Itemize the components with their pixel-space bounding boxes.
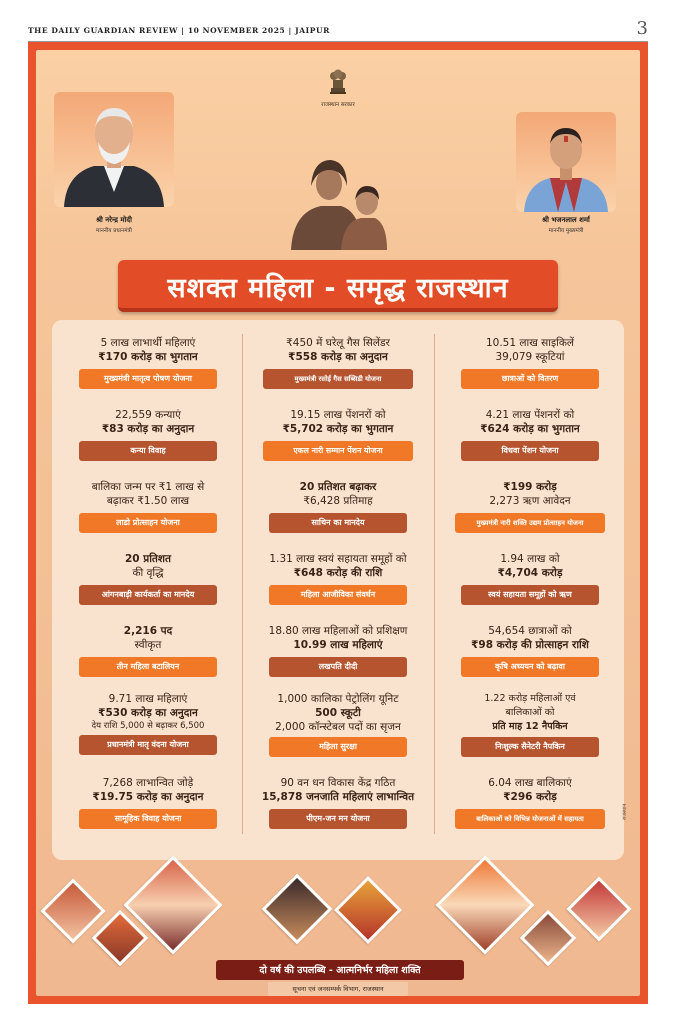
- achievement-line: 4.21 लाख पेंशनरों को: [485, 409, 575, 421]
- poster-title: सशक्त महिला - समृद्ध राजस्थान: [167, 273, 509, 304]
- scheme-tag: स्वयं सहायता समूहों को ऋण: [461, 585, 599, 605]
- title-banner: [118, 260, 558, 312]
- left-leader-title: माननीय प्रधानमंत्री: [96, 228, 132, 234]
- woman-and-girl-photo: [283, 150, 393, 250]
- achievement-item: [440, 692, 620, 757]
- achievement-line: 20 प्रतिशत: [124, 553, 172, 565]
- scheme-tag: मुख्यमंत्री नारी शक्ति उद्यम प्रोत्साहन योजना: [455, 513, 605, 533]
- advertisement-poster: [28, 42, 648, 1004]
- scheme-tag: कन्या विवाह: [79, 441, 217, 461]
- achievement-item: [58, 336, 238, 389]
- achievement-line: 1.31 लाख स्वयं सहायता समूहों को: [269, 553, 407, 565]
- achievement-item: [248, 408, 428, 461]
- achievement-line: 39,079 स्कूटियां: [495, 351, 565, 363]
- scheme-tag: महिला सुरक्षा: [269, 737, 407, 757]
- achievement-line: 2,273 ऋण आवेदन: [489, 495, 571, 507]
- scheme-tag: विधवा पेंशन योजना: [461, 441, 599, 461]
- scheme-tag: साथिन का मानदेय: [269, 513, 407, 533]
- achievement-item: [58, 776, 238, 829]
- page-number: 3: [636, 18, 648, 39]
- achievement-item: [440, 480, 620, 533]
- achievement-line: 90 वन धन विकास केंद्र गठित: [280, 777, 396, 789]
- achievement-line: बालिका जन्म पर ₹1 लाख से: [91, 481, 205, 493]
- achievement-line: ₹558 करोड़ का अनुदान: [288, 351, 388, 363]
- achievement-line: 19.15 लाख पेंशनरों को: [290, 409, 386, 421]
- achievement-line: ₹98 करोड़ की प्रोत्साहन राशि: [471, 639, 589, 651]
- achievement-line: 10.51 लाख साइकिलें: [485, 337, 575, 349]
- achievement-item: [58, 480, 238, 533]
- achievement-line: 18.80 लाख महिलाओं को प्रशिक्षण: [268, 625, 408, 637]
- achievement-line: 9.71 लाख महिलाएं: [108, 693, 188, 705]
- achievement-line: 20 प्रतिशत बढ़ाकर: [299, 481, 377, 493]
- achievement-item: [58, 552, 238, 605]
- poster-background: [36, 50, 640, 996]
- achievement-line: 5 लाख लाभार्थी महिलाएं: [100, 337, 196, 349]
- scheme-tag: महिला आजीविका संवर्धन: [269, 585, 407, 605]
- footer-banner-text: दो वर्ष की उपलब्धि - आत्मनिर्भर महिला शक्ति: [259, 965, 421, 976]
- achievement-line: की वृद्धि: [132, 567, 164, 579]
- achievement-line: बढ़ाकर ₹1.50 लाख: [106, 495, 190, 507]
- achievement-line: 1,000 कालिका पेट्रोलिंग यूनिट: [277, 693, 399, 705]
- achievement-line: 2,216 पद: [123, 625, 173, 637]
- achievement-line: ₹624 करोड़ का भुगतान: [480, 423, 580, 435]
- state-emblem-icon: [323, 66, 353, 96]
- achievement-line: 15,878 जनजाति महिलाएं लाभान्वित: [261, 791, 415, 803]
- achievement-item: [58, 624, 238, 677]
- gallery-photo: [520, 910, 577, 967]
- column-divider: [242, 334, 243, 834]
- achievement-line: ₹648 करोड़ की राशि: [293, 567, 383, 579]
- chief-minister-photo: [516, 112, 616, 212]
- left-leader-name: श्री नरेन्द्र मोदी: [96, 216, 132, 224]
- achievement-line: ₹199 करोड़: [503, 481, 557, 493]
- achievement-item: [58, 692, 238, 755]
- achievement-item: [440, 552, 620, 605]
- achievement-item: [248, 692, 428, 757]
- column-divider: [434, 334, 435, 834]
- gallery-photo: [566, 876, 631, 941]
- achievement-item: [248, 480, 428, 533]
- achievement-line: ₹170 करोड़ का भुगतान: [98, 351, 198, 363]
- achievement-line: ₹450 में घरेलू गैस सिलेंडर: [286, 337, 390, 349]
- achievement-line: ₹83 करोड़ का अनुदान: [101, 423, 195, 435]
- scheme-tag: लाडो प्रोत्साहन योजना: [79, 513, 217, 533]
- prime-minister-photo: [54, 92, 174, 207]
- achievements-panel: [52, 320, 624, 860]
- masthead-text: THE DAILY GUARDIAN REVIEW | 10 NOVEMBER 2025 | JAIPUR: [28, 26, 330, 35]
- gallery-photo: [262, 874, 333, 945]
- scheme-tag: सामूहिक विवाह योजना: [79, 809, 217, 829]
- person-portrait-icon: [516, 112, 616, 212]
- scheme-tag: प्रधानमंत्री मातृ वंदना योजना: [79, 735, 217, 755]
- achievement-line: देय राशि 5,000 से बढ़ाकर 6,500: [91, 721, 205, 731]
- achievement-item: [248, 336, 428, 389]
- achievement-item: [440, 776, 620, 829]
- achievement-line: ₹4,704 करोड़: [497, 567, 563, 579]
- achievement-line: 1.94 लाख को: [500, 553, 560, 565]
- footer-credit-box: [268, 982, 408, 996]
- achievement-line: 22,559 कन्याएं: [115, 409, 181, 421]
- achievement-line: 10.99 लाख महिलाएं: [293, 639, 383, 651]
- scheme-tag: मुख्यमंत्री मातृत्व पोषण योजना: [79, 369, 217, 389]
- footer-credit: सूचना एवं जनसम्पर्क विभाग, राजस्थान: [292, 985, 384, 993]
- achievement-line: बालिकाओं को: [505, 707, 555, 718]
- achievement-line: 6.04 लाख बालिकाएं: [488, 777, 572, 789]
- achievement-item: [248, 624, 428, 677]
- scheme-tag: एकल नारी सम्मान पेंशन योजना: [263, 441, 413, 461]
- scheme-tag: तीन महिला बटालियन: [79, 657, 217, 677]
- achievement-line: ₹6,428 प्रतिमाह: [303, 495, 373, 507]
- newspaper-masthead: [28, 18, 648, 42]
- scheme-tag: छात्राओं को वितरण: [461, 369, 599, 389]
- side-credit: राजस्थान: [622, 803, 628, 820]
- person-portrait-icon: [54, 92, 174, 207]
- scheme-tag: मुख्यमंत्री रसोई गैस सब्सिडी योजना: [263, 369, 413, 389]
- achievement-line: 54,654 छात्राओं को: [488, 625, 572, 637]
- gallery-photo: [436, 856, 535, 955]
- achievement-line: ₹19.75 करोड़ का अनुदान: [92, 791, 204, 803]
- achievement-line: 1.22 करोड़ महिलाओं एवं: [484, 693, 576, 704]
- gallery-photo: [334, 876, 402, 944]
- achievement-line: स्वीकृत: [134, 639, 162, 651]
- achievement-item: [248, 776, 428, 829]
- footer-banner: [216, 960, 464, 980]
- achievement-line: प्रति माह 12 नैपकिन: [492, 721, 568, 732]
- scheme-tag: बालिकाओं को विभिन्न योजनाओं में सहायता: [455, 809, 605, 829]
- scheme-tag: आंगनबाड़ी कार्यकर्ता का मानदेय: [79, 585, 217, 605]
- photo-gallery: [36, 864, 640, 964]
- achievement-item: [440, 624, 620, 677]
- achievement-line: ₹5,702 करोड़ का भुगतान: [282, 423, 394, 435]
- scheme-tag: कृषि अध्ययन को बढ़ावा: [461, 657, 599, 677]
- achievement-line: ₹530 करोड़ का अनुदान: [98, 707, 198, 719]
- emblem-caption: राजस्थान सरकार: [321, 102, 355, 108]
- achievement-item: [58, 408, 238, 461]
- achievement-line: 2,000 कॉन्स्टेबल पदों का सृजन: [275, 721, 401, 733]
- scheme-tag: निःशुल्क सैनेटरी नैपकिन: [461, 737, 599, 757]
- achievement-item: [248, 552, 428, 605]
- scheme-tag: लखपति दीदी: [269, 657, 407, 677]
- achievement-item: [440, 408, 620, 461]
- achievement-line: 7,268 लाभान्वित जोड़े: [102, 777, 194, 789]
- achievement-line: 500 स्कूटी: [315, 707, 361, 719]
- achievement-line: ₹296 करोड़: [503, 791, 557, 803]
- achievement-item: [440, 336, 620, 389]
- right-leader-name: श्री भजनलाल शर्मा: [542, 216, 590, 224]
- scheme-tag: पीएम-जन मन योजना: [269, 809, 407, 829]
- right-leader-title: माननीय मुख्यमंत्री: [548, 228, 584, 234]
